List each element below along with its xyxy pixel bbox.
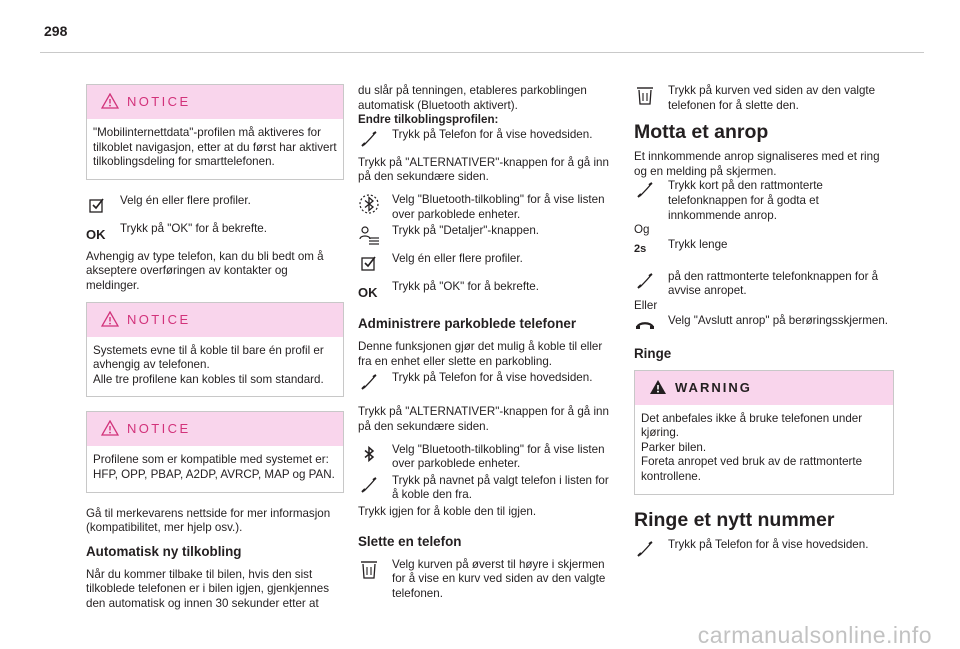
section-heading: Motta et anrop	[634, 121, 769, 144]
warning-box	[634, 370, 894, 495]
step-end-call: Velg "Avslutt anrop" på berøringsskjermen.	[634, 314, 894, 334]
notice-box	[86, 302, 344, 398]
ok-icon: OK	[86, 226, 106, 242]
notice-box	[86, 84, 344, 180]
step-long-press: 2s Trykk lenge	[634, 238, 894, 258]
checkbox-icon	[358, 252, 386, 274]
section-heading: Automatisk ny tilkobling	[86, 543, 242, 559]
checkbox-icon	[86, 194, 114, 216]
section-heading: Slette en telefon	[358, 533, 462, 549]
connector-text: Eller	[634, 298, 658, 312]
details-list-icon	[358, 224, 386, 246]
notice-text: Alle tre profilene kan kobles til som standard.	[93, 372, 324, 386]
notice-text: Systemets evne til å koble til bare én profil er avhengig av telefonen.	[93, 343, 324, 372]
phone-handset-icon	[634, 270, 662, 292]
warning-triangle-icon	[101, 420, 119, 436]
notice-title: NOTICE	[127, 311, 191, 327]
bluetooth-icon	[358, 443, 386, 465]
paragraph: Et innkommende anrop signaliseres med et ring og en melding på skjermen.	[634, 150, 880, 178]
subheading: Endre tilkoblingsprofilen:	[358, 113, 499, 127]
connector-text: Og	[634, 223, 650, 237]
paragraph: Avhengig av type telefon, kan du bli bedt om å akseptere overføringen av kontakter og meldinger.	[86, 249, 324, 292]
warning-text: Foreta anropet ved bruk av de rattmonterte kontrollene.	[641, 455, 863, 483]
step-select-profiles: Velg én eller flere profiler.	[358, 252, 616, 272]
notice-box	[86, 411, 344, 492]
warning-text: Det anbefales ikke å bruke telefonen under kjøring.	[641, 411, 863, 440]
paragraph: Trykk igjen for å koble den til igjen.	[358, 504, 537, 518]
step-confirm-ok: OK Trykk på "OK" for å bekrefte.	[86, 222, 344, 242]
paragraph: Når du kommer tilbake til bilen, hvis den sist tilkoblede telefonen er i bilen igjen, gjenkjennes den automatisk og innen 30 sekunder etter at	[86, 567, 329, 610]
step-select-trash: Velg kurven på øverst til høyre i skjermen for å vise en kurv ved siden av den valgte telefonen.	[358, 558, 616, 602]
column-2	[358, 84, 616, 609]
watermark: carmanualsonline.info	[697, 622, 932, 649]
notice-title: NOTICE	[127, 421, 191, 437]
step-open-phone: Trykk på Telefon for å vise hovedsiden.	[358, 128, 616, 148]
phone-handset-icon	[358, 371, 386, 393]
step-bluetooth: Velg "Bluetooth-tilkobling" for å vise listen over parkoblede enheter.	[358, 193, 616, 222]
header-rule	[40, 52, 924, 53]
step-open-phone: Trykk på Telefon for å vise hovedsiden.	[634, 538, 894, 558]
ok-icon: OK	[358, 285, 378, 301]
bluetooth-icon	[358, 193, 386, 215]
warning-triangle-icon	[101, 311, 119, 327]
phone-handset-icon	[634, 179, 662, 201]
paragraph: Denne funksjonen gjør det mulig å koble til eller fra en enhet eller slette en parkobling.	[358, 340, 603, 368]
notice-title: NOTICE	[127, 94, 191, 109]
section-heading: Ringe et nytt nummer	[634, 508, 835, 531]
notice-text: Profilene som er kompatible med systemet er: HFP, OPP, PBAP, A2DP, AVRCP, MAP og PAN.	[93, 453, 335, 481]
warning-title: WARNING	[675, 379, 752, 395]
phone-handset-icon	[358, 128, 386, 150]
step-select-profiles: Velg én eller flere profiler.	[86, 194, 344, 214]
step-accept-call: Trykk kort på den rattmonterte telefonknappen for å godta et innkommende anrop.	[634, 179, 894, 223]
step-delete-phone: Trykk på kurven ved siden av den valgte telefonen for å slette den.	[634, 84, 894, 113]
section-heading: Administrere parkoblede telefoner	[358, 316, 577, 332]
paragraph: du slår på tenningen, etableres parkoblingen automatisk (Bluetooth aktivert).	[358, 84, 587, 112]
hang-up-icon	[634, 314, 662, 336]
warning-triangle-icon	[101, 93, 119, 109]
step-disconnect: Trykk på navnet på valgt telefon i listen for å koble den fra.	[358, 474, 616, 503]
warning-triangle-icon	[649, 379, 667, 395]
warning-text: Parker bilen.	[641, 440, 707, 454]
step-details: Trykk på "Detaljer"-knappen.	[358, 224, 616, 244]
paragraph: Trykk på "ALTERNATIVER"-knappen for å gå inn på den sekundære siden.	[358, 155, 609, 184]
phone-handset-icon	[358, 474, 386, 496]
step-reject-call: på den rattmonterte telefonknappen for å avvise anropet.	[634, 270, 894, 299]
phone-handset-icon	[634, 538, 662, 560]
trash-icon	[358, 558, 386, 580]
page-number: 298	[44, 23, 68, 39]
column-1	[86, 84, 344, 612]
two-seconds-icon: 2s	[634, 242, 647, 255]
column-3	[634, 84, 894, 566]
paragraph: Gå til merkevarens nettside for mer informasjon (kompatibilitet, mer hjelp osv.).	[86, 506, 331, 535]
step-bluetooth: Velg "Bluetooth-tilkobling" for å vise listen over parkoblede enheter.	[358, 443, 616, 472]
paragraph: Trykk på "ALTERNATIVER"-knappen for å gå inn på den sekundære siden.	[358, 405, 609, 433]
step-confirm-ok: OK Trykk på "OK" for å bekrefte.	[358, 280, 616, 300]
notice-text: "Mobilinternettdata"-profilen må aktiveres for tilkoblet navigasjon, etter at du først har aktivert tilkoblingsdeling for smarttelefonen.	[93, 126, 337, 169]
trash-icon	[634, 84, 662, 106]
section-heading: Ringe	[634, 345, 672, 361]
step-open-phone: Trykk på Telefon for å vise hovedsiden.	[358, 371, 616, 391]
